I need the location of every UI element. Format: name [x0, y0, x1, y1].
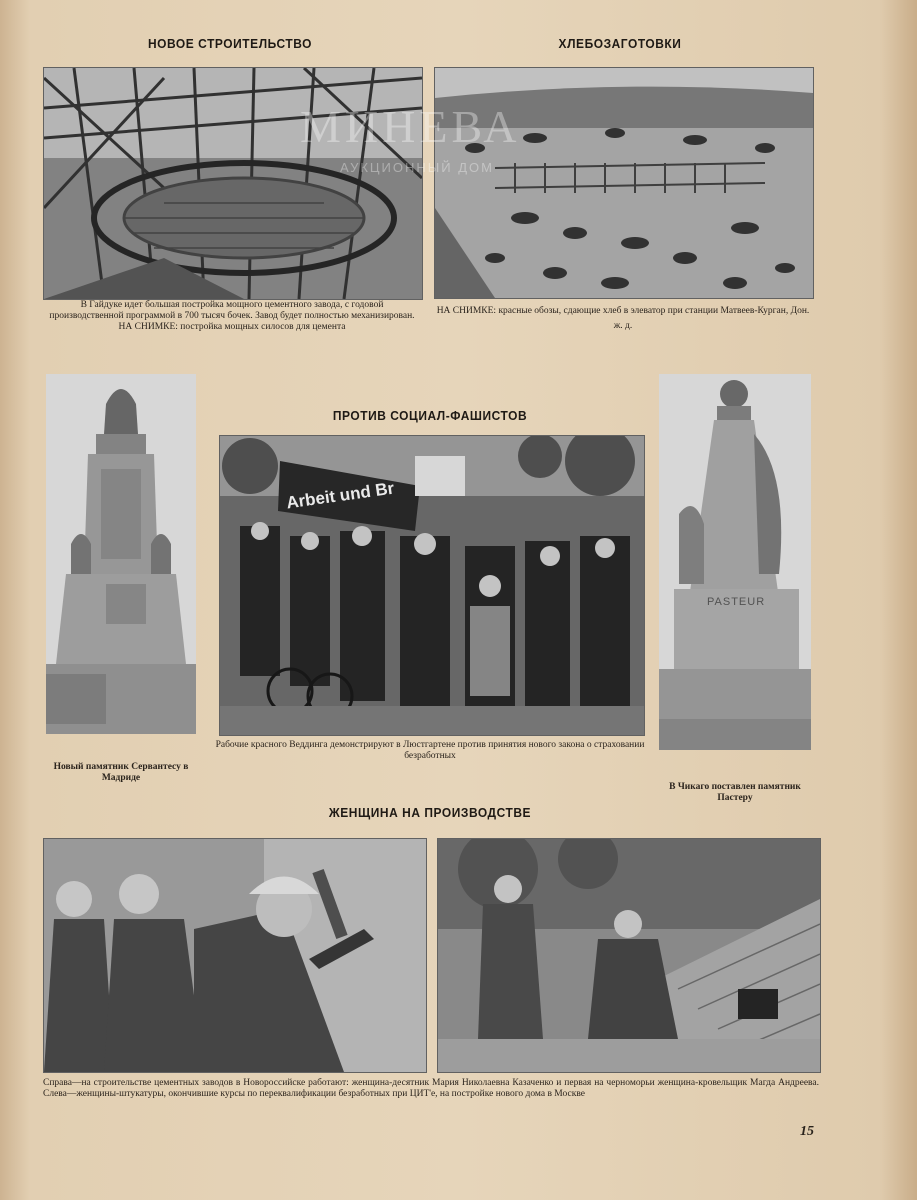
caption-cement: В Гайдуке идет большая постройка мощного цементного завода, с годовой производственной программой в 700 тысяч бочек. Завод будет полностью механизирован. НА СНИМКЕ: постройка мощных силосов для цемента — [49, 300, 415, 332]
photo-women-plasterers — [43, 838, 427, 1073]
heading-social-fascists: ПРОТИВ СОЦИАЛ-ФАШИСТОВ — [332, 408, 528, 423]
caption-cervantes: Новый памятник Сервантесу в Мадриде — [53, 762, 189, 783]
caption-pasteur: В Чикаго поставлен памятник Пастеру — [669, 782, 801, 803]
watermark-subtitle: АУКЦИОННЫЙ ДОМ — [340, 160, 494, 175]
caption-wedding: Рабочие красного Веддинга демонстрируют в Люстгартене против принятия нового закона о страховании безработных — [215, 740, 645, 761]
caption-women-workers: Справа—на строительстве цементных заводов в Новороссийске работают: женщина-десятник Мария Николаевна Казаченко и первая на черноморьи женщина-кровельщик Магда Андреева. Слева—женщины-штукатуры, окончившие курсы по переквалификации безработных при ЦИТ'е, на постройке нового дома в Москве — [43, 1078, 819, 1099]
watermark-logo: МИНЕВА — [300, 101, 521, 152]
caption-grain: НА СНИМКЕ: красные обозы, сдающие хлеб в элеватор при станции Матвеев-Курган, Дон. ж. д. — [436, 306, 810, 331]
photo-wedding-demonstration — [219, 435, 645, 736]
heading-new-construction: НОВОЕ СТРОИТЕЛЬСТВО — [147, 36, 312, 51]
photo-pasteur-monument — [659, 374, 811, 750]
page-number: 15 — [800, 1124, 814, 1139]
demonstration-banner-text: Arbeit und Br — [285, 478, 396, 513]
photo-cervantes-monument — [46, 374, 196, 734]
heading-grain-procurement: ХЛЕБОЗАГОТОВКИ — [558, 36, 682, 51]
heading-women-in-production: ЖЕНЩИНА НА ПРОИЗВОДСТВЕ — [328, 805, 532, 820]
photo-women-roofers — [437, 838, 821, 1073]
pasteur-plaque-text: PASTEUR — [707, 596, 766, 608]
